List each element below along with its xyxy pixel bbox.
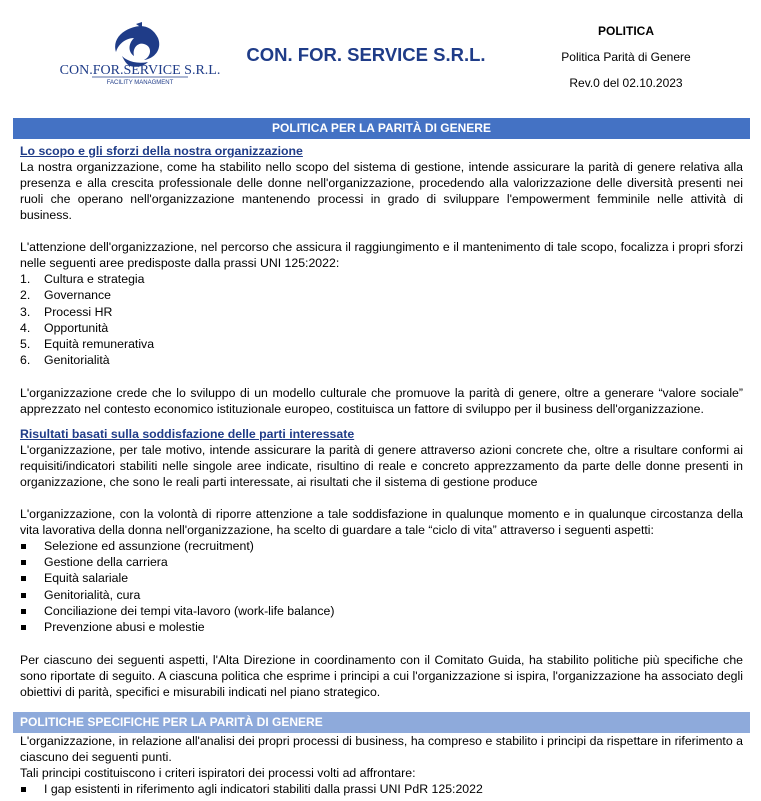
list-item: 1. Cultura e strategia — [20, 272, 145, 286]
paragraph: L'organizzazione, in relazione all'analisi dei propri processi di business, ha compreso e stabilito i principi da rispettare in riferimento a ciascuno dei seguenti punti. — [20, 734, 743, 764]
document-revision: Rev.0 del 02.10.2023 — [569, 76, 683, 90]
list-item: 3. Processi HR — [20, 304, 113, 319]
bullet-icon — [21, 787, 26, 792]
list-item: 2. Governance — [20, 288, 111, 303]
policy-body — [20, 143, 743, 700]
paragraph: La nostra organizzazione, come ha stabilito nello scopo del sistema di gestione, intende assicurare la parità di genere relativa alla presenza e alla crescita professionale delle donne nell'organizzazione, procedendo alla valorizzazione delle diversità presenti nei ruoli che operano nell'organizzazione mantenendo processi in grado di sviluppare l'empowerment femminile nelle attività di business. — [20, 160, 743, 222]
specific-policies-banner: POLITICHE SPECIFICHE PER LA PARITÀ DI GENERE — [13, 712, 750, 733]
logo-subtext: FACILITY MANAGMENT — [106, 80, 174, 86]
list-item: 5. Equità remunerativa — [20, 337, 155, 352]
main-section-banner: POLITICA PER LA PARITÀ DI GENERE — [13, 118, 750, 139]
document-title: Politica Parità di Genere — [561, 50, 691, 64]
section-title-results: Risultati basati sulla soddisfazione delle parti interessate — [20, 426, 355, 441]
bullet-icon — [21, 544, 26, 549]
list-item: 6. Genitorialità — [20, 353, 110, 368]
bullet-icon — [21, 625, 26, 630]
company-logo — [52, 22, 228, 86]
document-info — [530, 22, 722, 90]
section-title-scope: Lo scopo e gli sforzi della nostra organizzazione — [20, 144, 303, 158]
document-header — [0, 0, 761, 112]
document-type: POLITICA — [598, 24, 654, 38]
areas-list — [20, 271, 743, 369]
bullet-icon — [21, 576, 26, 581]
specific-policies-body — [20, 733, 743, 797]
paragraph: L'organizzazione, per tale motivo, intende assicurare la parità di genere attraverso azioni concrete che, oltre a risultare conformi ai requisiti/indicatori stabiliti nelle singole aree indicate, risultino di reale e concreto apprezzamento da parte delle donne presenti in organizzazione, che sono le reali parti interessate, ai risultati che il sistema di gestione produce — [20, 442, 743, 489]
list-item: Selezione ed assunzione (recruitment) — [20, 538, 743, 554]
paragraph: L'organizzazione crede che lo sviluppo di un modello culturale che promuove la parità di genere, oltre a generare “valore sociale” apprezzato nel contesto economico istituzionale europeo, costituisca un fattore di sviluppo per il business dell'organizzazione. — [20, 385, 743, 416]
list-item: Conciliazione dei tempi vita-lavoro (work-life balance) — [20, 603, 743, 619]
logo-text: CON.FOR.SERVICE S.R.L. — [59, 63, 221, 78]
list-item: Gestione della carriera — [20, 554, 743, 570]
principles-list — [20, 781, 743, 797]
company-name: CON. FOR. SERVICE S.R.L. — [246, 44, 486, 65]
paragraph: L'attenzione dell'organizzazione, nel percorso che assicura il raggiungimento e il mantenimento di tale scopo, focalizza i propri sforzi nelle seguenti aree predisposte dalla prassi UNI 125:2022: — [20, 240, 743, 270]
list-item: Equità salariale — [20, 570, 743, 586]
paragraph: Per ciascuno dei seguenti aspetti, l'Alta Direzione in coordinamento con il Comitato Guida, ha stabilito politiche più specifiche che sono riportate di seguito. A ciascuna politica che esprime i principi a cui l'organizzazione si ispira, l'organizzazione ha associato degli obiettivi di parità, specifici e misurabili indicati nel piano strategico. — [20, 652, 743, 699]
aspects-list — [20, 538, 743, 636]
bullet-icon — [21, 593, 26, 598]
list-item: Genitorialità, cura — [20, 587, 743, 603]
list-item: 4. Opportunità — [20, 320, 109, 335]
paragraph: Tali principi costituiscono i criteri ispiratori dei processi volti ad affrontare: — [20, 766, 416, 780]
paragraph: L'organizzazione, con la volontà di riporre attenzione a tale soddisfazione in qualunque momento e in qualunque circostanza della vita lavorativa della donna nell'organizzazione, ha scelto di guardare a tale “ciclo di vita” attraverso i seguenti aspetti: — [20, 506, 743, 537]
list-item: I gap esistenti in riferimento agli indicatori stabiliti dalla prassi UNI PdR 125:2022 — [20, 781, 743, 797]
list-item: Prevenzione abusi e molestie — [20, 619, 743, 635]
bullet-icon — [21, 560, 26, 565]
bullet-icon — [21, 609, 26, 614]
